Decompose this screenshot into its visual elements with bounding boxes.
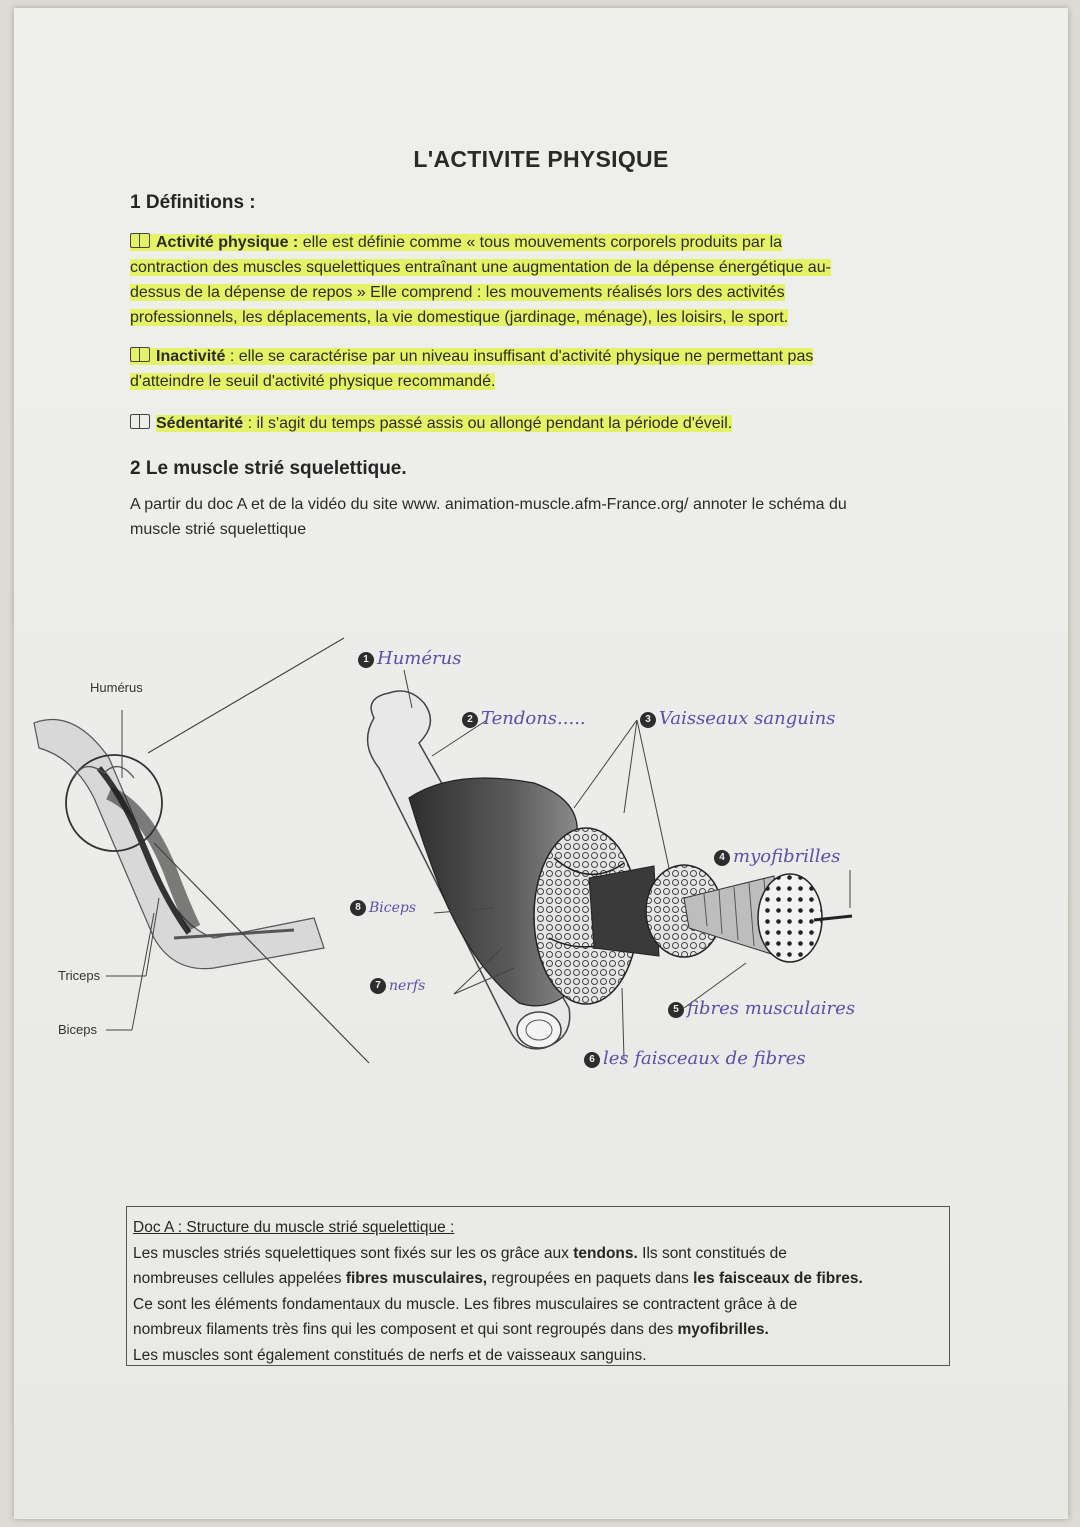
annotation-2: 2 Tendons..... [462,708,586,729]
section1-heading: 1 Définitions : [130,192,256,213]
page-title: L'ACTIVITE PHYSIQUE [413,146,669,172]
annotation-4: 4 myofibrilles [714,846,840,867]
section2-heading: 2 Le muscle strié squelettique. [130,458,407,479]
arm-label-triceps: Triceps [58,968,101,983]
annotation-3: 3 Vaisseaux sanguins [640,708,835,729]
section2-instructions: A partir du doc A et de la vidéo du site www. animation-muscle.afm-France.org/ annoter le schéma du muscle strié squelettique [130,496,847,538]
definition-activite-physique: Activité physique : elle est définie comme « tous mouvements corporels produits par la contraction des muscles squelettiques entraînant une augmentation de la dépense énergétique au- dessus de la dépense de repos » Elle comprend : les mouvements réalisés lors des activités professionnels, les déplacements, la vie domestique (jardinage, ménage), les loisirs, le sport. [130,234,831,326]
definition-sedentarite: Sédentarité : il s'agit du temps passé assis ou allongé pendant la période d'éveil. [130,411,930,436]
doc-a-line: Ce sont les éléments fondamentaux du muscle. Les fibres musculaires se contractent grâce à de [133,1295,798,1313]
book-icon [130,347,150,362]
annotation-5: 5 fibres musculaires [668,998,855,1019]
book-icon [130,414,150,429]
arm-label-biceps: Biceps [58,1022,98,1037]
doc-a-line: nombreux filaments très fins qui les composent et qui sont regroupés dans des myofibrilles. [133,1321,769,1338]
definition-inactivite: Inactivité : elle se caractérise par un niveau insuffisant d'activité physique ne permettant pas d'atteindre le seuil d'activité physique recommandé. [130,348,814,390]
arm-illustration [34,638,369,1063]
doc-a-line: Les muscles sont également constitués de nerfs et de vaisseaux sanguins. [133,1346,647,1364]
worksheet-page [14,8,1068,1519]
doc-a-line: Les muscles striés squelettiques sont fixés sur les os grâce aux tendons. Ils sont constitués de [133,1244,787,1262]
annotation-8: 8 Biceps [350,900,416,916]
arm-label-humerus: Humérus [90,680,143,695]
doc-a-box [126,1206,950,1366]
muscle-diagram [14,608,1068,1088]
doc-a-line: nombreuses cellules appelées fibres musculaires, regroupées en paquets dans les faisceaux de fibres. [133,1270,863,1287]
book-icon [130,233,150,248]
annotation-6: 6 les faisceaux de fibres [584,1048,806,1069]
doc-a-title: Doc A : Structure du muscle strié squelettique : [133,1219,455,1236]
annotation-1: 1 Humérus [358,648,461,669]
annotation-7: 7 nerfs [370,978,425,994]
